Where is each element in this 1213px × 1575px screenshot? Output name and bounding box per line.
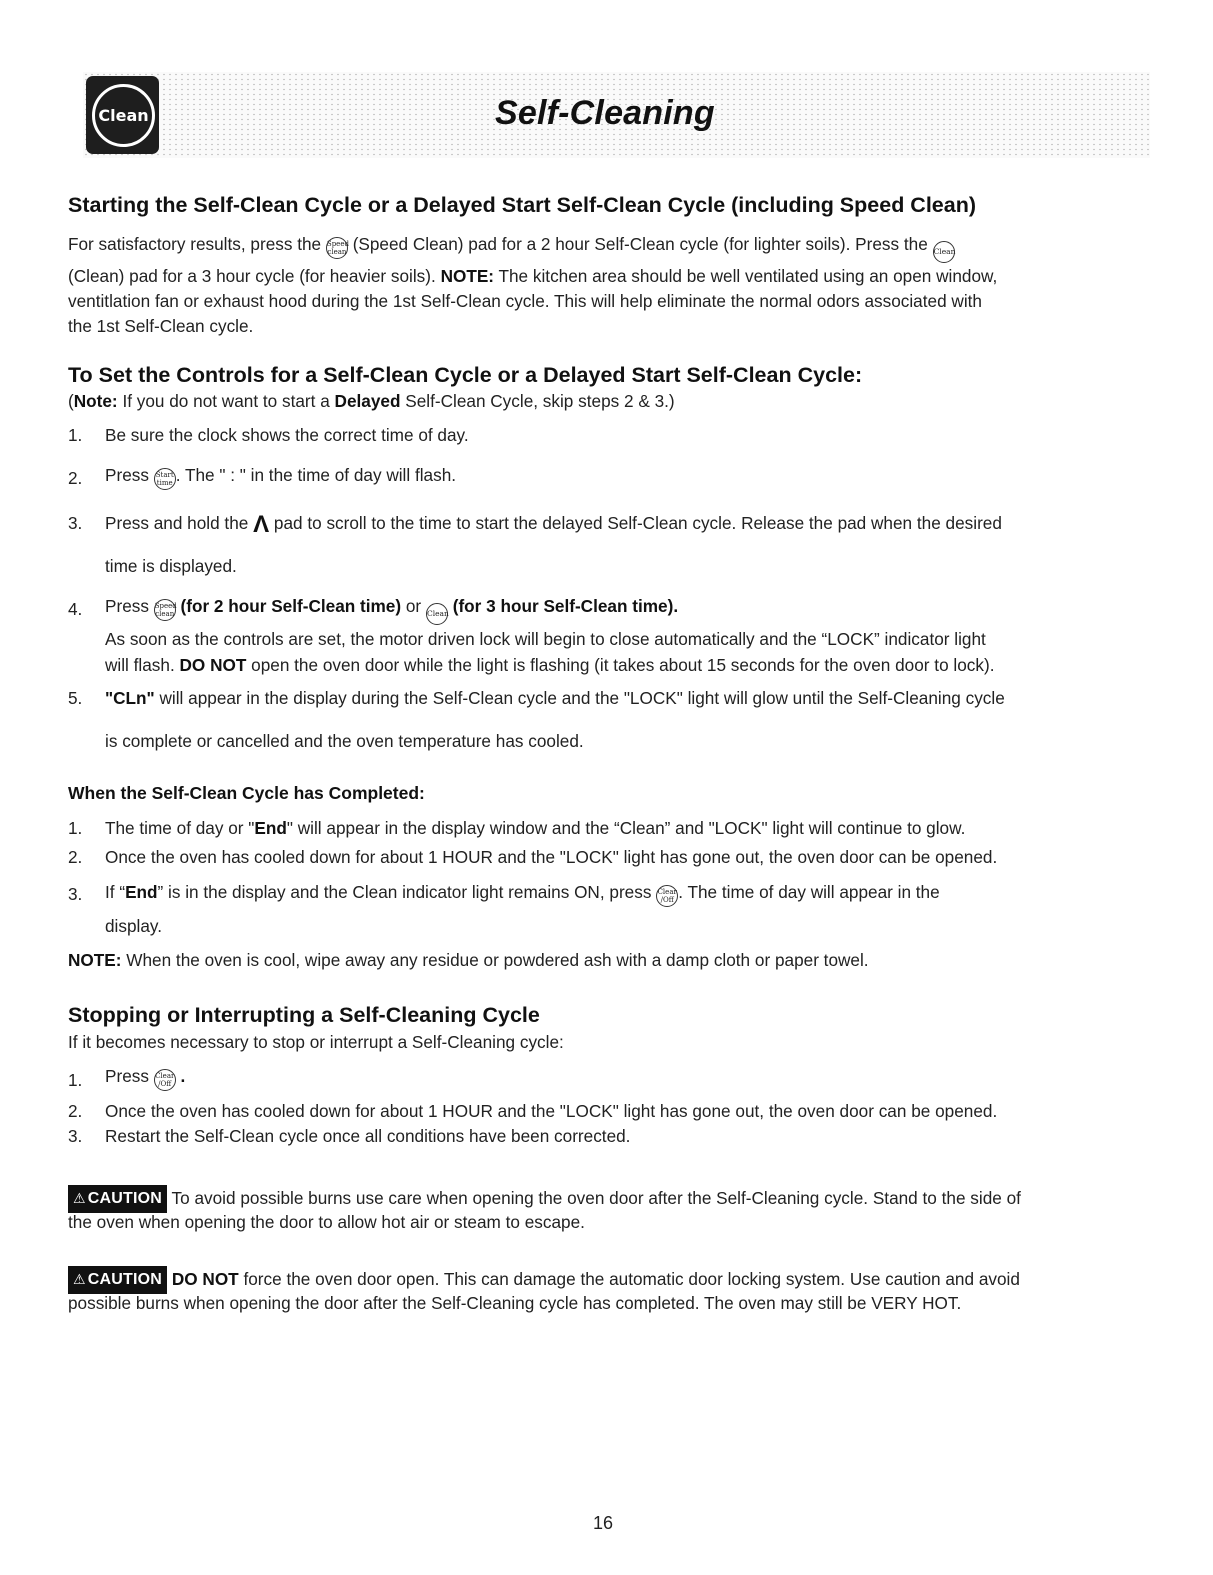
step-number: 1. [68, 1070, 83, 1090]
paragraph-line: (Clean) pad for a 3 hour cycle (for heavier soils). NOTE: The kitchen area should be well ventilated using an open window, [68, 266, 998, 286]
paragraph-line: the 1st Self-Clean cycle. [68, 316, 254, 336]
step-text: Press Start time . The " : " in the time of day will flash. [105, 465, 456, 490]
caution-badge: ⚠ CAUTION [68, 1185, 167, 1213]
note-line: NOTE: When the oven is cool, wipe away any residue or powdered ash with a damp cloth or paper towel. [68, 950, 869, 970]
step-text: The time of day or "End" will appear in the display window and the “Clean” and "LOCK" light will continue to glow. [105, 818, 966, 838]
start-time-pad-icon: Start time [154, 468, 176, 490]
step-number: 3. [68, 1126, 83, 1146]
up-arrow-icon: Λ [253, 511, 270, 538]
paragraph-line: If it becomes necessary to stop or interrupt a Self-Cleaning cycle: [68, 1032, 564, 1052]
clean-pad-logo [86, 76, 159, 154]
step-text: Press and hold the Λ pad to scroll to the time to start the delayed Self-Clean cycle. Release the pad when the desired [105, 511, 1002, 538]
note-line: (Note: If you do not want to start a Delayed Self-Clean Cycle, skip steps 2 & 3.) [68, 391, 675, 411]
step-text: "CLn" will appear in the display during the Self-Clean cycle and the "LOCK" light will glow until the Self-Cleaning cycle [105, 688, 1005, 708]
section-heading-start: Starting the Self-Clean Cycle or a Delayed Start Self-Clean Cycle (including Speed Clean) [68, 193, 977, 217]
step-number: 5. [68, 688, 83, 708]
step-number: 2. [68, 1101, 83, 1121]
page-number: 16 [593, 1513, 614, 1533]
caution-line: ⚠ CAUTION To avoid possible burns use care when opening the oven door after the Self-Cleaning cycle. Stand to the side of [68, 1185, 1021, 1213]
step-number: 2. [68, 468, 83, 488]
warning-icon: ⚠ [73, 1271, 86, 1287]
section-heading-set-controls: To Set the Controls for a Self-Clean Cycle or a Delayed Start Self-Clean Cycle: [68, 363, 863, 387]
caution-line: ⚠ CAUTION DO NOT force the oven door open. This can damage the automatic door locking system. Use caution and avoid [68, 1266, 1020, 1294]
clean-pad-icon: Clean [933, 241, 955, 263]
section-heading-stopping: Stopping or Interrupting a Self-Cleaning Cycle [68, 1003, 540, 1027]
step-number: 1. [68, 425, 83, 445]
step-text: Press Speed clean (for 2 hour Self-Clean time) or Clean (for 3 hour Self-Clean time). [105, 596, 678, 625]
subsection-heading-completed: When the Self-Clean Cycle has Completed: [68, 783, 425, 803]
step-text: If “End” is in the display and the Clean indicator light remains ON, press Clear /Off . The time of day will appear in the [105, 882, 940, 907]
step-text: As soon as the controls are set, the motor driven lock will begin to close automatically and the “LOCK” indicator light [105, 629, 986, 649]
step-text: Be sure the clock shows the correct time of day. [105, 425, 469, 445]
caution-line: possible burns when opening the door after the Self-Cleaning cycle has completed. The oven may still be VERY HOT. [68, 1293, 962, 1313]
step-text: Once the oven has cooled down for about 1 HOUR and the "LOCK" light has gone out, the oven door can be opened. [105, 847, 998, 867]
step-number: 3. [68, 513, 83, 533]
step-number: 3. [68, 884, 83, 904]
warning-icon: ⚠ [73, 1190, 86, 1206]
clean-pad-icon: Clean [426, 603, 448, 625]
step-text: will flash. DO NOT open the oven door while the light is flashing (it takes about 15 seconds for the oven door to lock). [105, 655, 995, 675]
step-text: is complete or cancelled and the oven temperature has cooled. [105, 731, 584, 751]
paragraph-line: For satisfactory results, press the Speed clean (Speed Clean) pad for a 2 hour Self-Clean cycle (for lighter soils). Press the Clean [68, 232, 955, 263]
paragraph-line: ventitlation fan or exhaust hood during the 1st Self-Clean cycle. This will help eliminate the normal odors associated with [68, 291, 982, 311]
step-text: display. [105, 916, 162, 936]
speed-clean-pad-icon: Speed clean [154, 599, 176, 621]
caution-badge: ⚠ CAUTION [68, 1266, 167, 1294]
clear-off-pad-icon: Clear /Off [154, 1069, 176, 1091]
step-text: Once the oven has cooled down for about 1 HOUR and the "LOCK" light has gone out, the oven door can be opened. [105, 1101, 998, 1121]
step-text: Press Clear /Off . [105, 1066, 185, 1091]
caution-line: the oven when opening the door to allow hot air or steam to escape. [68, 1212, 585, 1232]
step-number: 2. [68, 847, 83, 867]
step-number: 4. [68, 599, 83, 619]
step-number: 1. [68, 818, 83, 838]
clear-off-pad-icon: Clear /Off [656, 885, 678, 907]
step-text: time is displayed. [105, 556, 237, 576]
clean-logo-label: Clean [92, 84, 155, 147]
page-title: Self-Cleaning [495, 94, 715, 132]
step-text: Restart the Self-Clean cycle once all conditions have been corrected. [105, 1126, 631, 1146]
speed-clean-pad-icon: Speed clean [326, 237, 348, 259]
